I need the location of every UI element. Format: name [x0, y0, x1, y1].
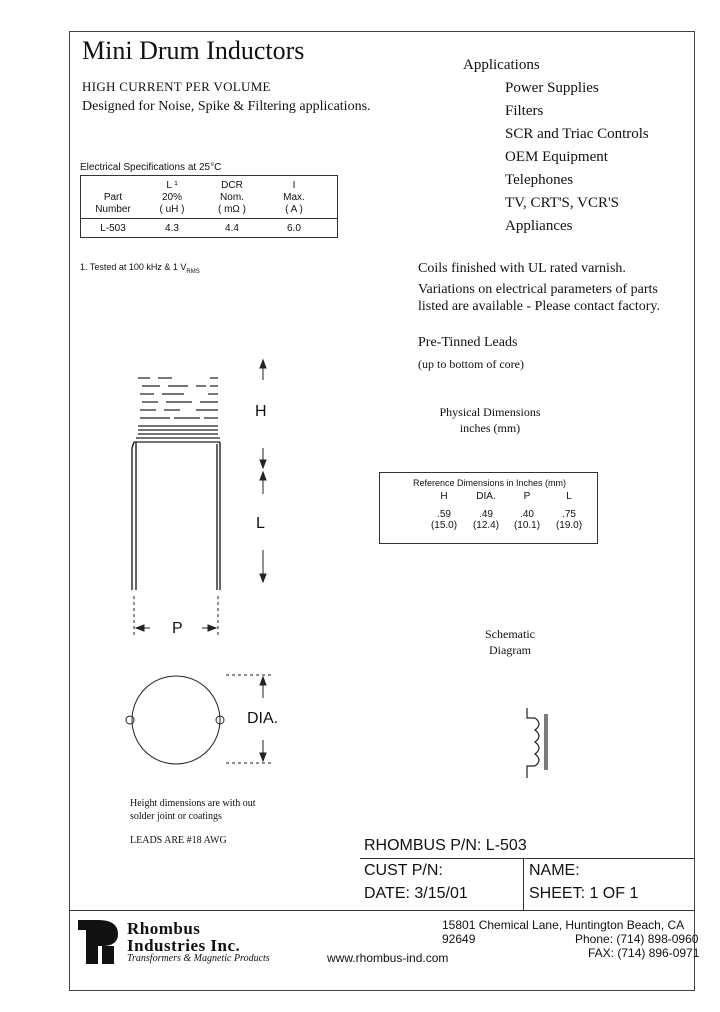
ref-col-h: H .59 (15.0) [430, 491, 458, 531]
header-i: I Max. ( A ) [283, 180, 305, 215]
reference-dimensions-table [379, 472, 598, 544]
header-part: Part Number [95, 192, 131, 215]
schematic-label: Schematic Diagram [485, 627, 535, 657]
company-tagline: Transformers & Magnetic Products [127, 953, 270, 964]
pretinned-leads: Pre-Tinned Leads [418, 335, 518, 350]
footnote: 1. Tested at 100 kHz & 1 $V_{RMS}$ [80, 262, 200, 275]
lead-wires [132, 442, 220, 590]
application-item: TV, CRT'S, VCR'S [505, 195, 619, 211]
electrical-caption: Electrical Specifications at 25°C [80, 162, 222, 173]
titleblock-divider [523, 858, 524, 910]
table-divider [81, 218, 337, 219]
height-note: Height dimensions are with out solder joint or coatings [130, 798, 256, 822]
sheet-field: SHEET: 1 OF 1 [529, 885, 639, 902]
application-item: Power Supplies [505, 80, 599, 96]
coil-note: listed are available - Please contact factory. [418, 299, 661, 314]
header-dcr: DCR Nom. ( mΩ ) [217, 180, 247, 215]
application-item: Appliances [505, 218, 573, 234]
leads-note: LEADS ARE #18 AWG [130, 835, 227, 846]
titleblock-line [360, 858, 694, 859]
application-item: Telephones [505, 172, 574, 188]
schematic-diagram [515, 700, 555, 785]
reference-caption: Reference Dimensions in Inches (mm) [412, 478, 567, 488]
pretinned-subnote: (up to bottom of core) [418, 357, 524, 371]
applications-title: Applications [463, 57, 540, 73]
cell-dcr: 4.4 [225, 223, 239, 234]
electrical-table [80, 175, 338, 238]
company-fax: FAX: (714) 896-0971 [588, 946, 700, 960]
customer-part-number: CUST P/N: [364, 862, 443, 879]
application-item: SCR and Triac Controls [505, 126, 649, 142]
company-website[interactable]: www.rhombus-ind.com [327, 951, 449, 965]
part-number: RHOMBUS P/N: L-503 [364, 837, 527, 854]
description: Designed for Noise, Spike & Filtering applications. [82, 99, 371, 114]
company-address: 15801 Chemical Lane, Huntington Beach, CA 92649 [442, 918, 684, 946]
application-item: OEM Equipment [505, 149, 608, 165]
coil-note: Coils finished with UL rated varnish. [418, 261, 626, 276]
name-field: NAME: [529, 862, 580, 879]
p-dimension-label: P [172, 620, 183, 637]
coil-note: Variations on electrical parameters of parts [418, 282, 658, 297]
ref-col-l: L .75 (19.0) [555, 491, 583, 531]
ref-col-dia: DIA. .49 (12.4) [472, 491, 500, 531]
dia-dimension-label: DIA. [247, 710, 279, 727]
h-dimension-label: H [255, 403, 267, 420]
mechanical-drawing [110, 350, 310, 780]
cell-l: 4.3 [165, 223, 179, 234]
subtitle: HIGH CURRENT PER VOLUME [82, 79, 271, 94]
ref-col-p: P .40 (10.1) [513, 491, 541, 531]
rhombus-logo-icon [78, 918, 122, 966]
h-l-dimension [260, 360, 266, 582]
application-item: Filters [505, 103, 544, 119]
cell-part: L-503 [100, 223, 126, 234]
company-name-line2: Industries Inc. [127, 936, 241, 955]
l-dimension-label: L [256, 515, 265, 532]
cell-i: 6.0 [287, 223, 301, 234]
company-phone: Phone: (714) 898-0960 [575, 932, 699, 946]
page-title: Mini Drum Inductors [82, 36, 305, 65]
physical-dimensions-label: Physical Dimensions inches (mm) [439, 405, 541, 435]
titleblock-bottom-line [69, 910, 695, 911]
company-name: Rhombus [127, 919, 201, 938]
header-l: L ¹ 20% ( uH ) [159, 180, 185, 215]
inductor-winding [134, 378, 220, 442]
date-field: DATE: 3/15/01 [364, 885, 468, 902]
